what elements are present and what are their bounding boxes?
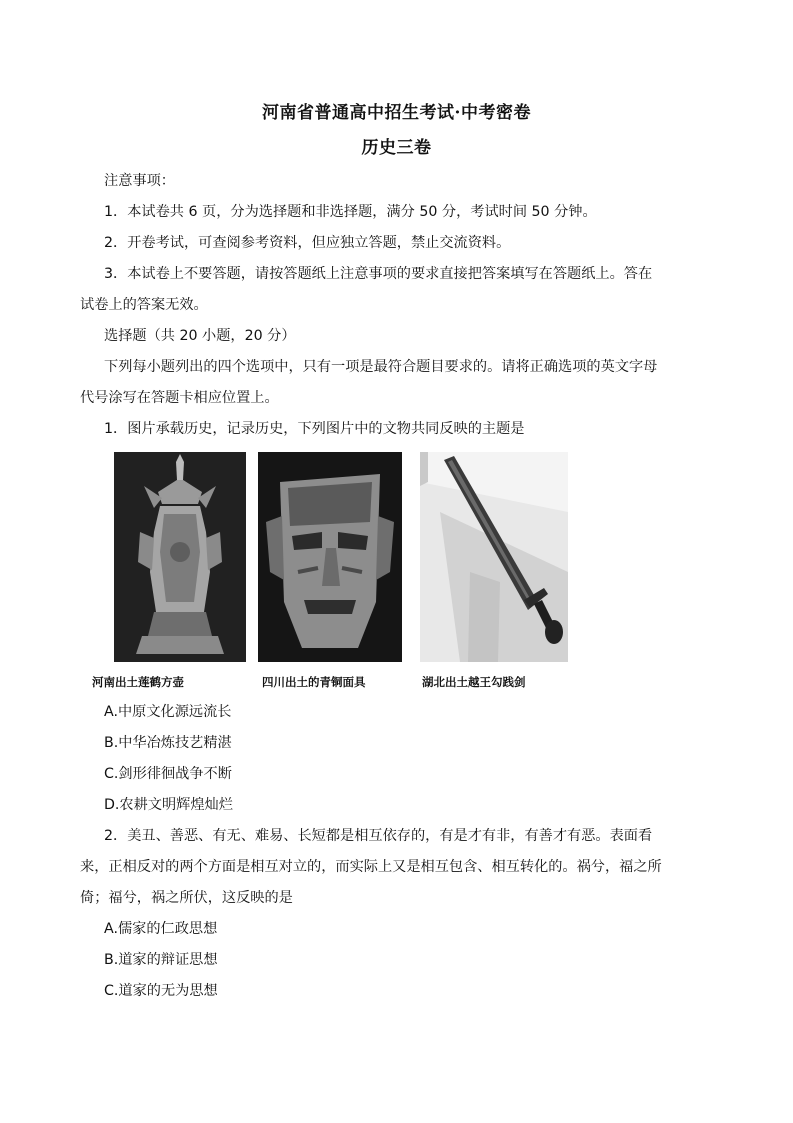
question-1-option-d: D.农耕文明辉煌灿烂 <box>104 797 233 813</box>
bronze-sword-photo <box>420 452 568 662</box>
section-instruction-1: 下列每小题列出的四个选项中，只有一项是最符合题目要求的。请将正确选项的英文字母 <box>104 359 658 375</box>
section-instruction-2: 代号涂写在答题卡相应位置上。 <box>80 390 279 406</box>
question-1-option-c: C.剑形徘徊战争不断 <box>104 766 232 782</box>
bronze-vessel-photo <box>114 452 246 662</box>
question-1-stem: 1．图片承载历史，记录历史，下列图片中的文物共同反映的主题是 <box>104 421 525 437</box>
question-2-option-a: A.儒家的仁政思想 <box>104 921 218 937</box>
exam-subtitle: 历史三卷 <box>361 138 432 158</box>
image-caption-3: 湖北出土越王勾践剑 <box>422 675 526 689</box>
question-1-option-b: B.中华冶炼技艺精湛 <box>104 735 232 751</box>
question-1-option-a: A.中原文化源远流长 <box>104 704 232 720</box>
notice-heading: 注意事项： <box>104 173 175 189</box>
image-caption-2: 四川出土的青铜面具 <box>262 675 366 689</box>
bronze-mask-photo <box>258 452 402 662</box>
section-heading: 选择题（共 20 小题，20 分） <box>104 328 296 344</box>
notice-item-1: 1．本试卷共 6 页，分为选择题和非选择题，满分 50 分，考试时间 50 分钟。 <box>104 204 597 220</box>
question-2-option-b: B.道家的辩证思想 <box>104 952 218 968</box>
image-caption-1: 河南出土莲鹤方壶 <box>92 675 184 689</box>
question-2-stem-1: 2．美丑、善恶、有无、难易、长短都是相互依存的，有是才有非，有善才有恶。表面看 <box>104 828 653 844</box>
notice-item-2: 2．开卷考试，可查阅参考资料，但应独立答题，禁止交流资料。 <box>104 235 511 251</box>
notice-item-3-cont: 试卷上的答案无效。 <box>80 297 208 313</box>
question-2-stem-2: 来，正相反对的两个方面是相互对立的，而实际上又是相互包含、相互转化的。祸兮，福之所 <box>80 859 662 875</box>
question-2-stem-3: 倚；福兮，祸之所伏，这反映的是 <box>80 890 293 906</box>
exam-title: 河南省普通高中招生考试·中考密卷 <box>262 103 531 123</box>
question-2-option-c: C.道家的无为思想 <box>104 983 218 999</box>
notice-item-3: 3．本试卷上不要答题，请按答题纸上注意事项的要求直接把答案填写在答题纸上。答在 <box>104 266 653 282</box>
question-1-images <box>92 452 574 692</box>
